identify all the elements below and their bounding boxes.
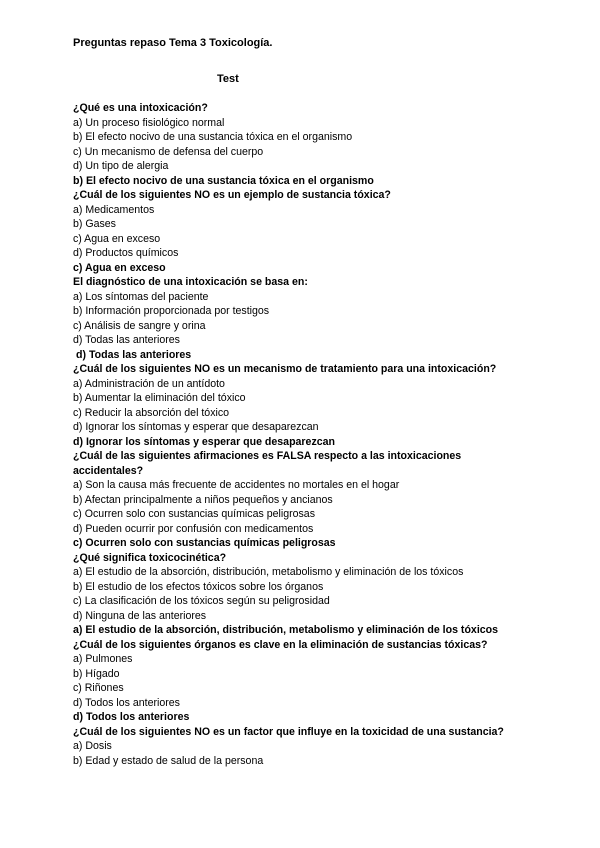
option-text: c) Análisis de sangre y orina (73, 319, 206, 332)
option-text: b) Hígado (73, 667, 120, 680)
option-text: d) Ignorar los síntomas y esperar que desaparezcan (73, 421, 319, 433)
option-text: d) Todas las anteriores (73, 334, 180, 346)
option-text: c) Agua en exceso (73, 232, 161, 245)
question-text: ¿Cuál de los siguientes NO es un mecanismo de tratamiento para una intoxicación? (73, 363, 497, 375)
option-text: b) El efecto nocivo de una sustancia tóxica en el organismo (73, 131, 353, 143)
option-text: d) Ninguna de las anteriores (73, 609, 207, 622)
question-text: ¿Cuál de los siguientes NO es un ejemplo de sustancia tóxica? (73, 189, 391, 201)
question-text: ¿Qué significa toxicocinética? (73, 551, 227, 564)
answer-text: b) El efecto nocivo de una sustancia tóxica en el organismo (73, 174, 374, 187)
option-text: a) Son la causa más frecuente de accidentes no mortales en el hogar (73, 479, 400, 491)
option-text: c) Un mecanismo de defensa del cuerpo (73, 145, 264, 158)
option-text: d) Todos los anteriores (73, 696, 180, 709)
answer-text: d) Todas las anteriores (76, 348, 192, 361)
option-text: a) Dosis (73, 740, 112, 752)
question-text: ¿Qué es una intoxicación? (73, 102, 208, 114)
question-list (73, 101, 533, 768)
option-text: b) Información proporcionada por testigos (73, 305, 270, 317)
question-text: ¿Cuál de los siguientes órganos es clave en la eliminación de sustancias tóxicas? (73, 638, 488, 651)
option-text: a) El estudio de la absorción, distribución, metabolismo y eliminación de los tóxicos (73, 566, 464, 578)
option-text: c) Ocurren solo con sustancias químicas peligrosas (73, 508, 315, 520)
document-title: Preguntas repaso Tema 3 Toxicología. (73, 37, 273, 49)
option-text: b) Afectan principalmente a niños pequeños y ancianos (73, 493, 333, 506)
question-text: ¿Cuál de los siguientes NO es un factor que influye en la toxicidad de una sustancia? (73, 725, 504, 738)
option-text: a) Pulmones (73, 653, 133, 665)
document-subtitle: Test (217, 73, 239, 85)
option-text: a) Medicamentos (73, 203, 155, 216)
option-text: b) Gases (73, 218, 116, 230)
option-text: d) Un tipo de alergia (73, 160, 169, 172)
question-text: ¿Cuál de las siguientes afirmaciones es FALSA respecto a las intoxicaciones accidentales? (73, 450, 462, 477)
option-text: a) Los síntomas del paciente (73, 290, 209, 303)
option-text: d) Pueden ocurrir por confusión con medicamentos (73, 522, 314, 535)
option-text: c) Reducir la absorción del tóxico (73, 406, 230, 419)
option-text: b) El estudio de los efectos tóxicos sobre los órganos (73, 580, 324, 593)
answer-text: d) Ignorar los síntomas y esperar que desaparezcan (73, 435, 335, 448)
option-text: a) Un proceso fisiológico normal (73, 116, 225, 129)
answer-text: d) Todos los anteriores (73, 711, 190, 723)
option-text: b) Edad y estado de salud de la persona (73, 754, 264, 767)
answer-text: c) Ocurren solo con sustancias químicas peligrosas (73, 537, 336, 549)
option-text: c) Riñones (73, 682, 124, 694)
option-text: a) Administración de un antídoto (73, 377, 225, 390)
option-text: c) La clasificación de los tóxicos según su peligrosidad (73, 595, 330, 607)
option-text: d) Productos químicos (73, 247, 179, 259)
answer-text: a) El estudio de la absorción, distribución, metabolismo y eliminación de los tóxicos (73, 624, 499, 636)
question-text: El diagnóstico de una intoxicación se basa en: (73, 276, 308, 288)
option-text: b) Aumentar la eliminación del tóxico (73, 392, 246, 404)
answer-text: c) Agua en exceso (73, 261, 166, 274)
